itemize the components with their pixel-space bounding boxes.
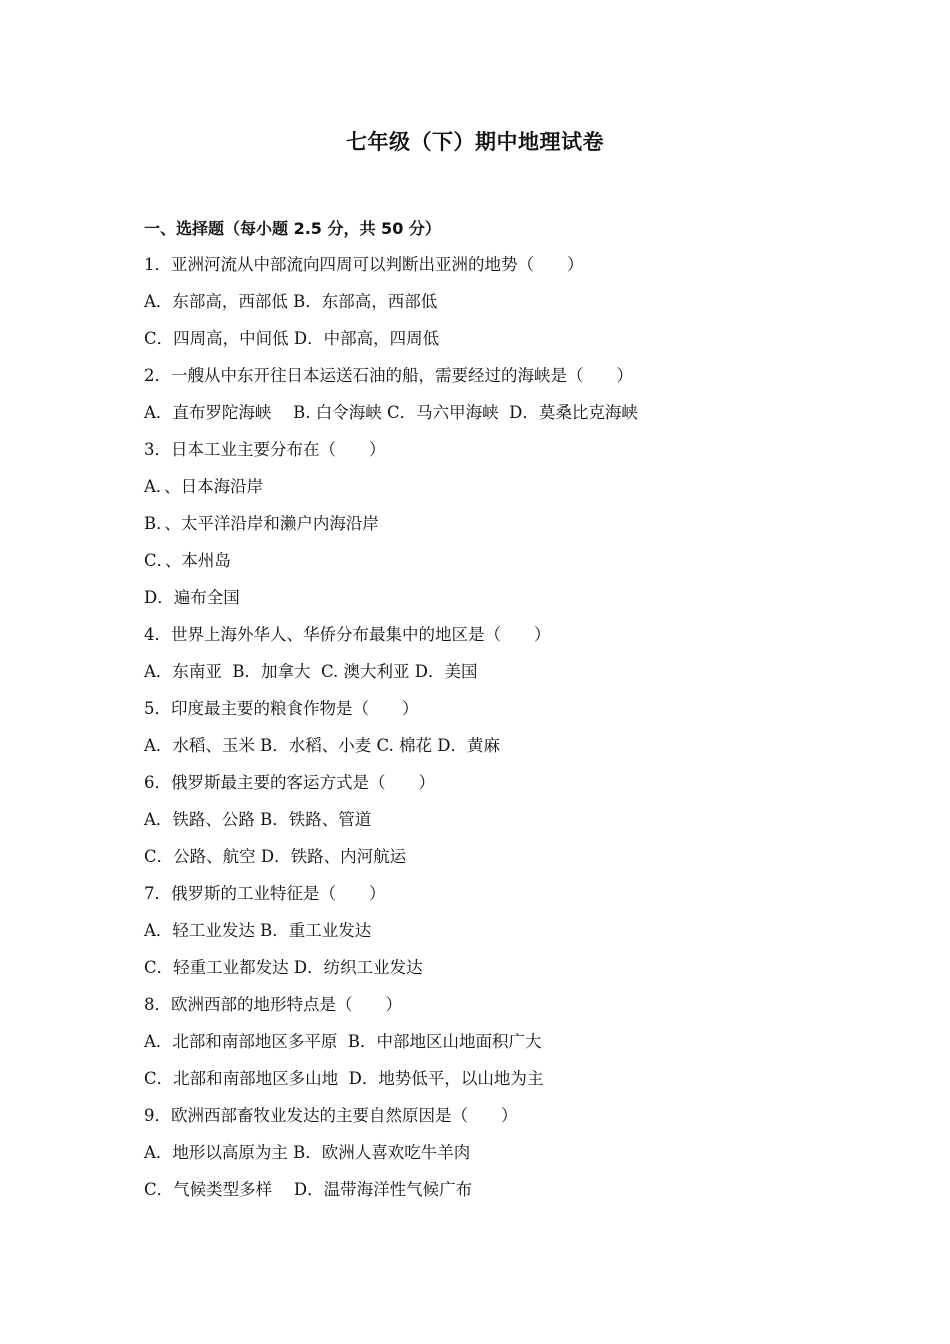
option-line: A．北部和南部地区多平原 B．中部地区山地面积广大 bbox=[144, 1032, 542, 1051]
option-line: A．轻工业发达 B．重工业发达 bbox=[144, 921, 372, 940]
page-title: 七年级（下）期中地理试卷 bbox=[346, 130, 604, 154]
option-line: A．地形以高原为主 B．欧洲人喜欢吃牛羊肉 bbox=[144, 1143, 471, 1162]
option-line: A．东部高，西部低 B．东部高，西部低 bbox=[144, 292, 438, 311]
option-line: C．北部和南部地区多山地 D．地势低平，以山地为主 bbox=[144, 1069, 544, 1088]
section-heading: 一、选择题（每小题 2.5 分，共 50 分） bbox=[144, 219, 441, 238]
option-line: A．水稻、玉米 B．水稻、小麦 C. 棉花 D．黄麻 bbox=[144, 736, 501, 755]
question-line: 2．一艘从中东开往日本运送石油的船，需要经过的海峡是（ ） bbox=[144, 366, 633, 385]
question-list bbox=[144, 253, 824, 1215]
question-line: 9．欧洲西部畜牧业发达的主要自然原因是（ ） bbox=[144, 1106, 518, 1125]
question-line: 5．印度最主要的粮食作物是（ ） bbox=[144, 699, 419, 718]
option-line: C．、本州岛 bbox=[144, 551, 231, 570]
question-line: 8．欧洲西部的地形特点是（ ） bbox=[144, 995, 402, 1014]
option-line: A．铁路、公路 B．铁路、管道 bbox=[144, 810, 372, 829]
option-line: B．、太平洋沿岸和濑户内海沿岸 bbox=[144, 514, 379, 533]
option-line: A．东南亚 B．加拿大 C. 澳大利亚 D．美国 bbox=[144, 662, 478, 681]
option-line: C．四周高，中间低 D．中部高，四周低 bbox=[144, 329, 440, 348]
question-line: 6．俄罗斯最主要的客运方式是（ ） bbox=[144, 773, 435, 792]
question-line: 3．日本工业主要分布在（ ） bbox=[144, 440, 386, 459]
option-line: A．、日本海沿岸 bbox=[144, 477, 264, 496]
question-line: 1．亚洲河流从中部流向四周可以判断出亚洲的地势（ ） bbox=[144, 255, 584, 274]
option-line: D．遍布全国 bbox=[144, 588, 240, 607]
option-line: C．公路、航空 D．铁路、内河航运 bbox=[144, 847, 407, 866]
question-line: 7．俄罗斯的工业特征是（ ） bbox=[144, 884, 386, 903]
question-line: 4．世界上海外华人、华侨分布最集中的地区是（ ） bbox=[144, 625, 551, 644]
option-line: A．直布罗陀海峡 B. 白令海峡 C．马六甲海峡 D．莫桑比克海峡 bbox=[144, 403, 638, 422]
option-line: C．轻重工业都发达 D．纺织工业发达 bbox=[144, 958, 423, 977]
option-line: C．气候类型多样 D．温带海洋性气候广布 bbox=[144, 1180, 473, 1199]
